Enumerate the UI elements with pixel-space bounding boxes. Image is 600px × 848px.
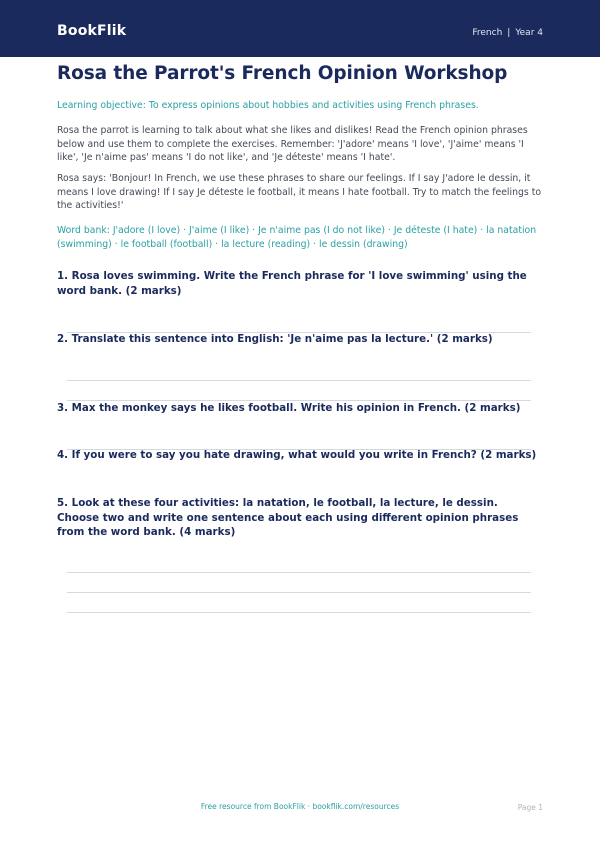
rosa-says-paragraph: Rosa says: 'Bonjour! In French, we use these phrases to share our feelings. If I say J'adore le dessin, it means I love drawing! If I say Je déteste le football, it means I hate football. Try to match the feelings to the activities!' [57,173,542,212]
subject-label: French [472,28,503,38]
page-title: Rosa the Parrot's French Opinion Workshop [57,63,508,84]
answer-line[interactable] [67,612,531,613]
header-meta [472,28,543,38]
question-1: 1. Rosa loves swimming. Write the French phrase for 'I love swimming' using the word bank. (2 marks) [57,270,527,297]
answer-line[interactable] [67,592,531,593]
meta-separator: | [507,28,511,38]
question-5: 5. Look at these four activities: la natation, le football, la lecture, le dessin. Choose two and write one sentence about each using different opinion phrases from the word bank. (4 marks) [57,497,519,538]
brand-logo[interactable]: BookFlik [57,23,127,39]
page-number: Page 1 [517,803,543,812]
year-label: Year 4 [515,28,543,38]
word-bank: Word bank: J'adore (I love) · J'aime (I like) · Je n'aime pas (I do not like) · Je déteste (I hate) · la natation (swimming) · le football (football) · la lecture (reading) · le dessin (drawing) [57,225,537,250]
answer-line[interactable] [67,380,531,381]
question-4: 4. If you were to say you hate drawing, what would you write in French? (2 marks) [57,449,537,461]
learning-objective: Learning objective: To express opinions about hobbies and activities using French phrases. [57,100,479,111]
intro-paragraph: Rosa the parrot is learning to talk about what she likes and dislikes! Read the French opinion phrases below and use them to complete the exercises. Remember: 'J'adore' means 'I love', 'J'aime' means 'I like', 'Je n'aime pas' means 'I do not like', and 'Je déteste' means 'I hate'. [57,125,528,164]
footer-credit[interactable]: Free resource from BookFlik · bookflik.com/resources [200,802,400,811]
header-bar [0,0,600,57]
answer-line[interactable] [67,572,531,573]
question-3: 3. Max the monkey says he likes football. Write his opinion in French. (2 marks) [57,402,521,414]
question-2: 2. Translate this sentence into English: 'Je n'aime pas la lecture.' (2 marks) [57,333,493,345]
